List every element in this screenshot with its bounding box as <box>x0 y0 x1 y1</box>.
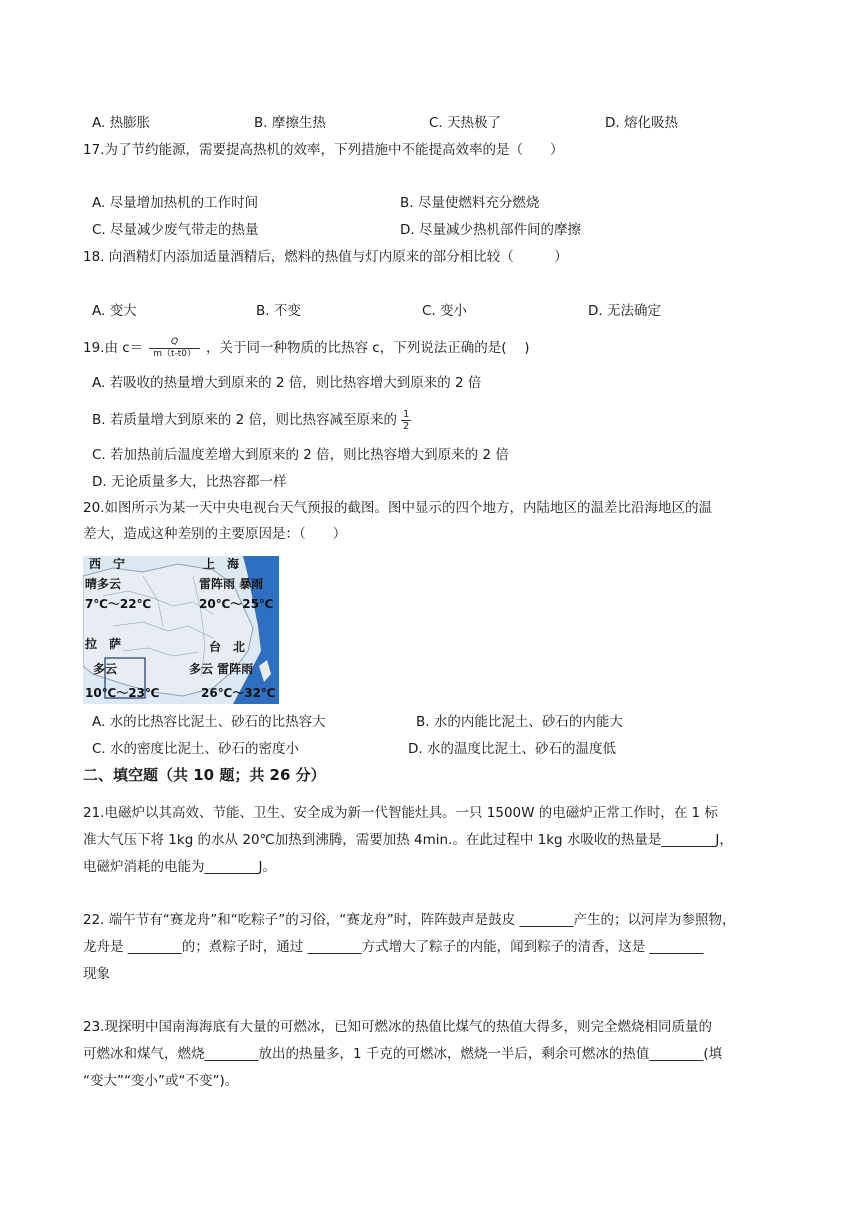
q18-option-a: A. 变大 <box>92 303 137 319</box>
q23-line2: 可燃冰和煤气，燃烧________放出的热量多，1 千克的可燃冰，燃烧一半后，剩余可燃冰的热值________(填 <box>83 1046 723 1062</box>
taibei-city-label: 台 北 <box>209 640 246 654</box>
q20-stem-line1: 20.如图所示为某一天中央电视台天气预报的截图。图中显示的四个地方，内陆地区的温差比沿海地区的温 <box>83 500 712 516</box>
q17-stem: 17.为了节约能源，需要提高热机的效率，下列措施中不能提高效率的是（ ） <box>83 142 564 158</box>
q17-option-d: D. 尽量减少热机部件间的摩擦 <box>400 222 581 238</box>
weather-forecast-map <box>83 556 279 704</box>
q23-line3: “变大”“变小”或“不变”)。 <box>83 1073 239 1089</box>
lasa-weather-label: 多云 <box>93 662 118 676</box>
xining-city-label: 西 宁 <box>89 557 126 571</box>
half-numerator: 1 <box>403 408 410 420</box>
q19-stem-suffix: ，关于同一种物质的比热容 c，下列说法正确的是( ) <box>206 340 530 356</box>
q19-option-b-text: B. 若质量增大到原来的 2 倍，则比热容减至原来的 <box>92 412 398 428</box>
q22-line3: 现象 <box>83 966 110 982</box>
shanghai-city-label: 上 海 <box>203 557 240 571</box>
q20-stem-line2: 差大，造成这种差别的主要原因是：（ ） <box>83 526 347 542</box>
lasa-temp-label: 10℃～23℃ <box>85 686 160 700</box>
q21-line1: 21.电磁炉以其高效、节能、卫生、安全成为新一代智能灶具。一只 1500W 的电磁炉正常工作时，在 1 标 <box>83 805 718 821</box>
q19-stem <box>83 333 530 363</box>
q19-option-b <box>92 405 415 435</box>
q19-option-d: D. 无论质量多大，比热容都一样 <box>92 474 287 490</box>
q19-option-c: C. 若加热前后温度差增大到原来的 2 倍，则比热容增大到原来的 2 倍 <box>92 447 509 463</box>
lasa-city-label: 拉 萨 <box>85 637 122 651</box>
q17-option-a: A. 尽量增加热机的工作时间 <box>92 195 259 211</box>
q21-line2: 准大气压下将 1kg 的水从 20℃加热到沸腾，需要加热 4min.。在此过程中 1kg 水吸收的热量是________J， <box>83 832 733 848</box>
q18-option-d: D. 无法确定 <box>588 303 661 319</box>
specific-heat-formula <box>149 337 200 360</box>
q17-option-c: C. 尽量减少废气带走的热量 <box>92 222 259 238</box>
q22-line2: 龙舟是 ________的；煮粽子时，通过 ________方式增大了粽子的内能，闻到粽子的清香，这是 ________ <box>83 939 704 955</box>
q20-option-d: D. 水的温度比泥土、砂石的温度低 <box>408 741 616 757</box>
q21-line3: 电磁炉消耗的电能为________J。 <box>83 859 276 875</box>
q23-line1: 23.现探明中国南海海底有大量的可燃冰，已知可燃冰的热值比煤气的热值大得多，则完全燃烧相同质量的 <box>83 1019 712 1035</box>
shanghai-temp-label: 20℃～25℃ <box>199 597 274 611</box>
half-denominator: 2 <box>403 420 410 432</box>
q20-option-a: A. 水的比热容比泥土、砂石的比热容大 <box>92 714 326 730</box>
q18-option-b: B. 不变 <box>256 303 301 319</box>
q20-option-c: C. 水的密度比泥土、砂石的密度小 <box>92 741 300 757</box>
q20-option-b: B. 水的内能比泥土、砂石的内能大 <box>416 714 623 730</box>
q16-option-b: B. 摩擦生热 <box>254 115 326 131</box>
half-fraction <box>401 409 411 432</box>
xining-temp-label: 7℃～22℃ <box>85 597 152 611</box>
q17-option-b: B. 尽量使燃料充分燃烧 <box>400 195 540 211</box>
taibei-weather-label: 多云 雷阵雨 <box>189 662 254 676</box>
q18-stem: 18. 向酒精灯内添加适量酒精后，燃料的热值与灯内原来的部分相比较（ ） <box>83 249 568 265</box>
q19-stem-prefix: 19.由 c＝ <box>83 340 144 356</box>
q18-option-c: C. 变小 <box>422 303 468 319</box>
formula-numerator: Q <box>171 336 179 347</box>
section-title-fill-in: 二、填空题（共 10 题；共 26 分） <box>83 766 326 784</box>
q19-option-a: A. 若吸收的热量增大到原来的 2 倍，则比热容增大到原来的 2 倍 <box>92 375 482 391</box>
formula-denominator: m（t-t0） <box>149 348 200 360</box>
q16-option-c: C. 天热极了 <box>429 115 502 131</box>
q16-option-a: A. 热膨胀 <box>92 115 151 131</box>
xining-weather-label: 晴多云 <box>85 577 122 591</box>
q22-line1: 22. 端午节有“赛龙舟”和“吃粽子”的习俗，“赛龙舟”时，阵阵鼓声是鼓皮 ________产生的；以河岸为参照物， <box>83 912 736 928</box>
q16-option-d: D. 熔化吸热 <box>605 115 678 131</box>
taibei-temp-label: 26℃～32℃ <box>201 686 276 700</box>
shanghai-weather-label: 雷阵雨 暴雨 <box>199 577 264 591</box>
